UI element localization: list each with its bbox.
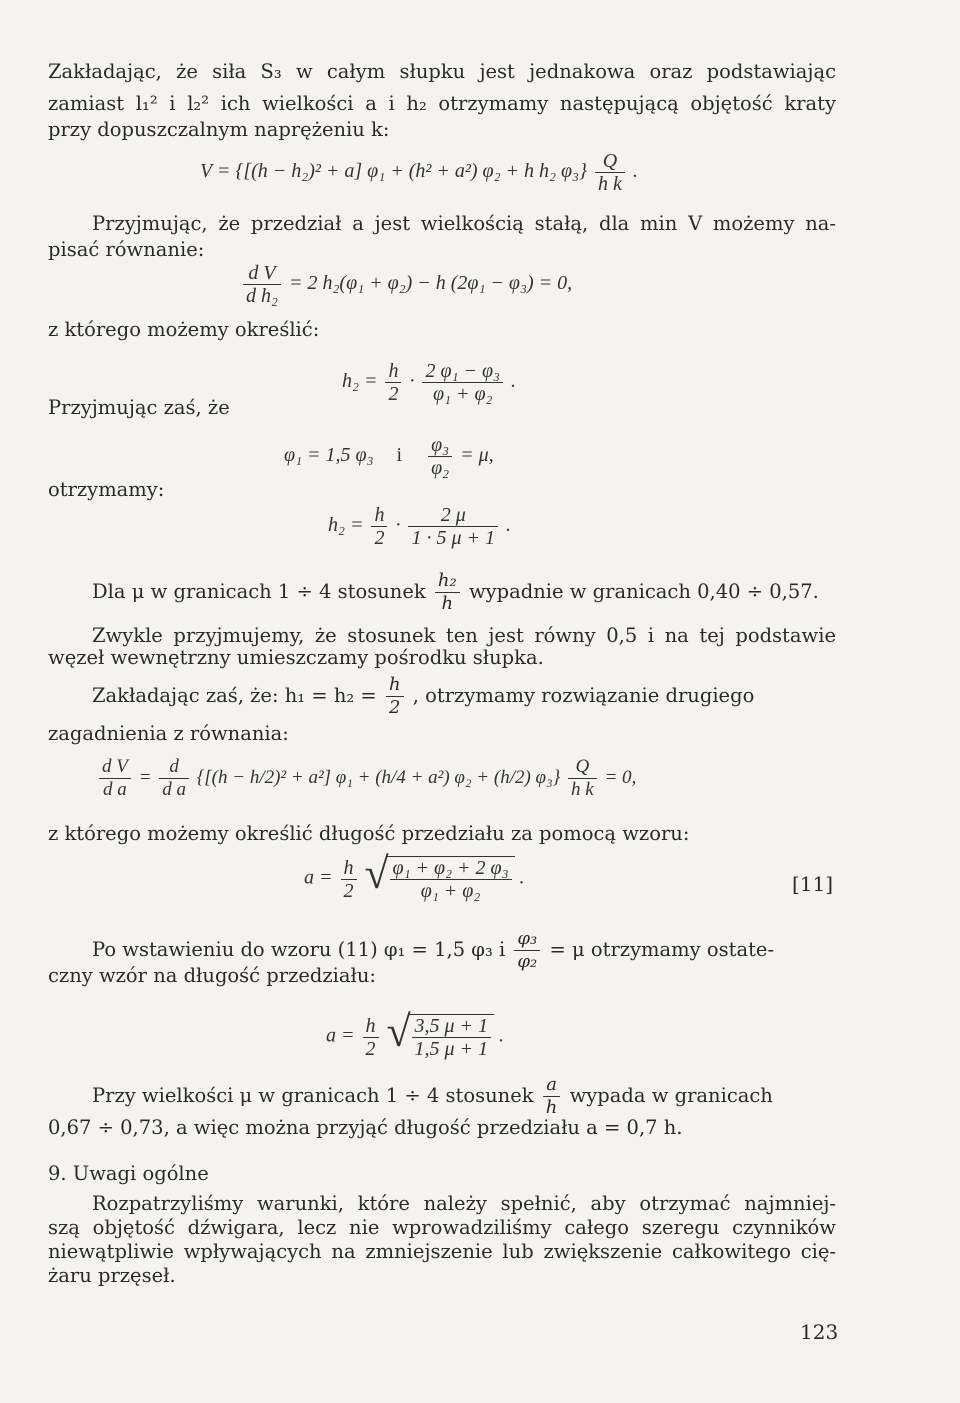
equation-part: .: [519, 866, 525, 889]
equation-part: .: [632, 160, 638, 183]
equation-part: ·: [395, 514, 401, 537]
paragraph-line: [92, 570, 836, 615]
denominator: h k: [597, 173, 622, 195]
page-number: 123: [800, 1320, 839, 1344]
paragraph-line: 0,67 ÷ 0,73, a więc można przyjąć długość przedziału a = 0,7 h.: [48, 1116, 683, 1139]
denominator: d h₂: [246, 285, 278, 307]
text-part: wypadnie w granicach 0,40 ÷ 0,57.: [468, 580, 819, 603]
fraction: [371, 504, 387, 549]
fraction: [243, 262, 281, 307]
numerator: φ₃: [428, 434, 452, 457]
denominator: h: [545, 1097, 558, 1118]
paragraph-line: czny wzór na długość przedziału:: [48, 964, 376, 987]
paragraph-line: żaru przęseł.: [48, 1264, 176, 1287]
numerator: d V: [99, 756, 131, 779]
equation-part: =: [138, 766, 152, 788]
paragraph-line: węzeł wewnętrzny umieszczamy pośrodku słupka.: [48, 646, 544, 669]
numerator: 3,5 μ + 1: [412, 1015, 492, 1038]
equation-number: [11]: [792, 872, 834, 896]
equation-derivative-a: [96, 756, 636, 801]
equation-a-formula: [304, 849, 525, 902]
equation-part: a =: [304, 866, 333, 889]
denominator: 1 · 5 μ + 1: [411, 527, 495, 549]
paragraph-line: Rozpatrzyliśmy warunki, które należy spełnić, aby otrzymać najmniej-: [92, 1192, 836, 1215]
denominator: h: [441, 593, 454, 614]
equation-part: {[(h − h/2)² + a²] φ₁ + (h/4 + a²) φ₂ + (h/2) φ₃}: [196, 766, 561, 788]
paragraph-line: [92, 674, 836, 719]
numerator: 2 μ: [408, 504, 498, 527]
text-part: , otrzymamy rozwiązanie drugiego: [412, 684, 755, 707]
fraction: [412, 1015, 492, 1060]
fraction: [99, 756, 131, 801]
paragraph-line: Przyjmując, że przedział a jest wielkością stałą, dla min V możemy na-: [92, 212, 836, 235]
fraction: [386, 674, 404, 719]
equation-part: = 2 h₂(φ₁ + φ₂) − h (2φ₁ − φ₃) = 0,: [288, 272, 573, 295]
equation-part: V = {[(h − h₂)² + a] φ₁ + (h² + a²) φ₂ + h h₂ φ₃}: [200, 160, 587, 183]
fraction: [159, 756, 189, 801]
radical-sign-icon: √: [364, 849, 389, 898]
paragraph-line: przy dopuszczalnym naprężeniu k:: [48, 118, 390, 141]
denominator: φ₂: [431, 457, 450, 479]
numerator: Q: [568, 756, 597, 779]
paragraph-line: z którego możemy określić długość przedziału za pomocą wzoru:: [48, 822, 690, 845]
equation-part: ·: [409, 370, 415, 393]
paragraph-line: Zwykle przyjmujemy, że stosunek ten jest równy 0,5 i na tej podstawie: [92, 624, 836, 647]
denominator: d a: [162, 779, 186, 800]
fraction: [435, 570, 460, 615]
equation-ratio-mu: [284, 434, 494, 479]
text-part: Przy wielkości μ w granicach 1 ÷ 4 stosunek: [92, 1084, 534, 1107]
fraction: [341, 857, 357, 902]
denominator: 2: [343, 879, 354, 902]
radical-sign-icon: √: [386, 1007, 411, 1056]
denominator: 2: [388, 383, 399, 405]
text-part: = μ otrzymamy ostate-: [549, 938, 775, 961]
numerator: h: [371, 504, 387, 527]
denominator: 2: [365, 1037, 376, 1060]
fraction: [390, 857, 512, 902]
equation-h2-mu: [328, 504, 511, 549]
denominator: h k: [571, 779, 594, 800]
text-part: Zakładając zaś, że: h₁ = h₂ =: [92, 684, 377, 707]
paragraph-line: niewątpliwie wpływających na zmniejszenie lub zwiększenie całkowitego cię-: [48, 1240, 836, 1263]
paragraph-line: szą objętość dźwigara, lecz nie wprowadziliśmy całego szeregu czynników: [48, 1216, 836, 1239]
paragraph-line: [92, 1074, 836, 1119]
numerator: Q: [595, 150, 625, 173]
denominator: 2: [374, 527, 385, 549]
denominator: 1,5 μ + 1: [414, 1038, 489, 1060]
numerator: 2 φ₁ − φ₃: [422, 360, 503, 383]
section-heading: 9. Uwagi ogólne: [48, 1162, 209, 1185]
paragraph-line: Przyjmując zaś, że: [48, 396, 230, 419]
equation-part: .: [506, 514, 511, 537]
square-root: [364, 849, 515, 902]
fraction: [543, 1074, 561, 1119]
text-part: Po wstawieniu do wzoru (11) φ₁ = 1,5 φ₃ i: [92, 938, 506, 961]
equation-volume: [200, 150, 638, 195]
numerator: φ₁ + φ₂ + 2 φ₃: [390, 857, 512, 880]
equation-part: .: [510, 370, 516, 393]
equation-part: a =: [326, 1024, 355, 1047]
denominator: φ₁ + φ₂: [420, 880, 481, 902]
numerator: d V: [243, 262, 281, 285]
text-part: wypada w granicach: [569, 1084, 773, 1107]
denominator: φ₁ + φ₂: [432, 383, 493, 405]
equation-part: = μ,: [460, 444, 494, 467]
equation-part: = 0,: [604, 766, 637, 788]
paragraph-line: zagadnienia z równania:: [48, 722, 289, 745]
fraction: [568, 756, 597, 801]
paragraph-line: Zakładając, że siła S₃ w całym słupku jest jednakowa oraz podstawiając: [48, 60, 836, 83]
denominator: d a: [103, 779, 127, 800]
numerator: h: [341, 857, 357, 880]
equation-part: h₂ =: [342, 370, 378, 393]
fraction: [408, 504, 498, 549]
paragraph-line: zamiast l₁² i l₂² ich wielkości a i h₂ otrzymamy następującą objętość kraty: [48, 92, 836, 115]
denominator: φ₂: [517, 951, 538, 972]
numerator: h: [386, 674, 404, 697]
numerator: a: [543, 1074, 561, 1097]
equation-part: h₂ =: [328, 514, 364, 537]
fraction: [595, 150, 625, 195]
numerator: h: [385, 360, 401, 383]
equation-part: φ₁ = 1,5 φ₃: [284, 444, 374, 467]
text-part: Dla μ w granicach 1 ÷ 4 stosunek: [92, 580, 426, 603]
fraction: [428, 434, 452, 479]
numerator: d: [159, 756, 189, 779]
square-root: [386, 1007, 495, 1060]
equation-a-final: [326, 1007, 505, 1060]
equation-derivative-h2: [240, 262, 572, 307]
equation-part: .: [499, 1024, 505, 1047]
numerator: h₂: [435, 570, 460, 593]
numerator: φ₃: [514, 928, 540, 951]
fraction: [363, 1015, 379, 1060]
conjunction: i: [396, 444, 403, 467]
numerator: h: [363, 1015, 379, 1038]
paragraph-line: pisać równanie:: [48, 238, 205, 261]
paragraph-line: z którego możemy określić:: [48, 318, 320, 341]
paragraph-line: otrzymamy:: [48, 478, 165, 501]
denominator: 2: [389, 697, 401, 718]
